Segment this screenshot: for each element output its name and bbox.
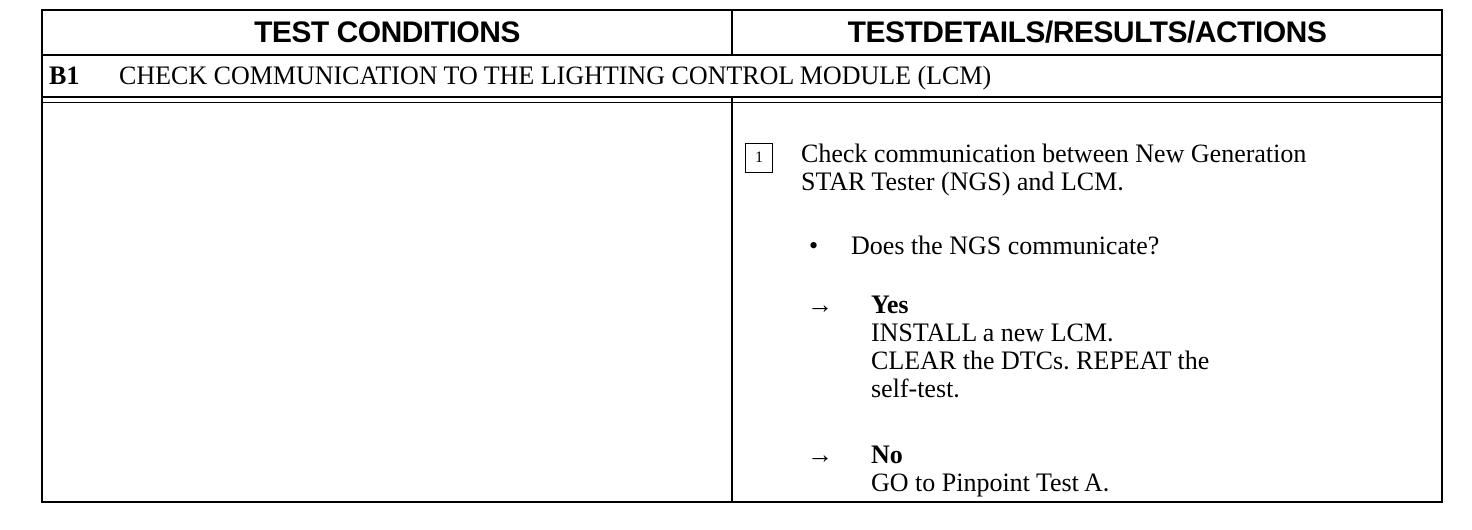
answer-yes xyxy=(807,291,1209,403)
answer-yes-line-1: INSTALL a new LCM. xyxy=(871,318,1114,347)
step-title: CHECK COMMUNICATION TO THE LIGHTING CONTROL MODULE (LCM) xyxy=(119,61,992,90)
answer-no-label: No xyxy=(871,440,903,469)
instruction-text xyxy=(801,140,1421,196)
answer-yes-line-3: self-test. xyxy=(871,374,960,403)
answer-no-body xyxy=(871,441,1109,497)
question-text: Does the NGS communicate? xyxy=(851,231,1160,260)
arrow-right-icon: → xyxy=(807,290,833,319)
instruction-line-2: STAR Tester (NGS) and LCM. xyxy=(801,167,1124,196)
answer-yes-label: Yes xyxy=(871,290,909,319)
answer-yes-line-2: CLEAR the DTCs. REPEAT the xyxy=(871,346,1210,375)
diagnostic-table xyxy=(41,9,1443,503)
step-title-row xyxy=(43,56,1441,98)
header-test-conditions: TEST CONDITIONS xyxy=(43,11,733,54)
step-id: B1 xyxy=(49,61,80,90)
test-conditions-cell xyxy=(43,98,733,501)
arrow-right-icon: → xyxy=(807,440,833,469)
instruction-line-1: Check communication between New Generation xyxy=(801,139,1307,168)
step-number-box: 1 xyxy=(745,143,773,173)
answer-no-line-1: GO to Pinpoint Test A. xyxy=(871,468,1110,497)
bullet-icon: • xyxy=(809,231,819,260)
question-row xyxy=(809,232,1159,260)
table-header xyxy=(43,11,1441,56)
test-details-cell xyxy=(733,98,1441,501)
answer-no xyxy=(807,441,1109,497)
answer-yes-body xyxy=(871,291,1209,403)
header-test-details: TESTDETAILS/RESULTS/ACTIONS xyxy=(847,15,1327,49)
